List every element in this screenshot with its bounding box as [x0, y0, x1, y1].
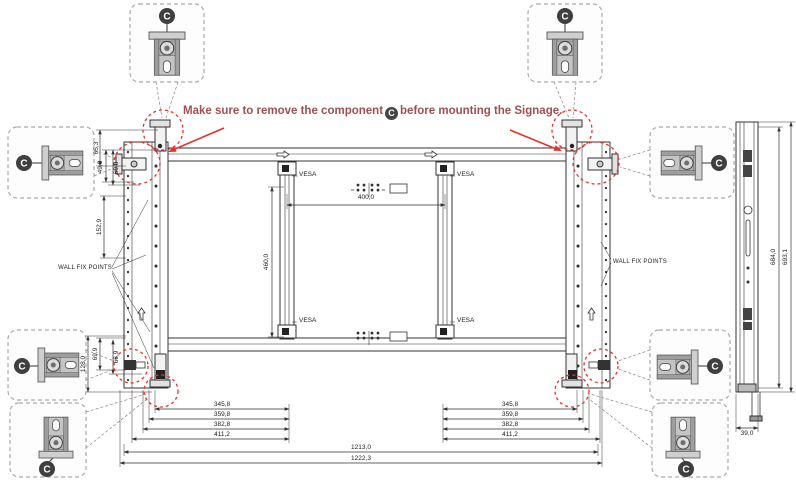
dim-label-693-1: 693,1 [782, 248, 789, 266]
vesa-label-bottom-left: VESA [299, 317, 317, 324]
dim-label-66-9: 66,9 [113, 350, 120, 364]
component-letter: C [561, 11, 569, 23]
vesa-label-top-left: VESA [299, 171, 317, 178]
dim-label-1213-0: 1213,0 [351, 444, 371, 451]
component-callout-lower-left [8, 330, 86, 400]
dim-label-60-8: 60,8 [113, 161, 120, 175]
component-letter: C [18, 361, 26, 373]
component-letter: C [20, 158, 28, 170]
dim-label-411-2-left: 411,2 [214, 431, 230, 438]
dim-label-65-3: 65,3 [93, 141, 100, 155]
component-letter: C [711, 361, 719, 373]
dim-label-49-0: 49,0 [97, 160, 104, 174]
wall-fix-points-label-left: WALL FIX POINTS [58, 265, 112, 271]
component-letter: C [43, 464, 51, 476]
component-callout-top-right [528, 4, 602, 82]
dim-label-382-8-left: 382,8 [213, 421, 231, 428]
component-callout-bottom-left [10, 403, 86, 477]
component-callout-lower-right [650, 330, 730, 400]
dim-label-152-9: 152,9 [96, 218, 103, 236]
component-letter: C [163, 11, 171, 23]
dim-label-359-8-right: 359,8 [501, 411, 519, 418]
warning-note [183, 105, 563, 120]
dim-label-411-2-right: 411,2 [502, 431, 518, 438]
component-c-badge: C [385, 107, 398, 120]
warning-note-prefix: Make sure to remove the component [183, 105, 384, 117]
dim-label-345-8-right: 345,8 [501, 401, 519, 408]
component-callout-bottom-right [652, 403, 728, 477]
dim-label-382-8-right: 382,8 [501, 421, 519, 428]
component-letter: C [715, 158, 723, 170]
dim-label-1222-3: 1222,3 [351, 455, 371, 462]
vesa-label-top-right: VESA [457, 171, 475, 178]
dim-label-39-0: 39,0 [740, 430, 754, 437]
vesa-label-bottom-right: VESA [457, 317, 475, 324]
dim-label-69-9: 69,9 [92, 347, 99, 361]
red-arrow-right [510, 130, 555, 149]
dim-label-128-0: 128,0 [80, 355, 87, 373]
front-view-frame [116, 120, 618, 388]
side-view [736, 122, 762, 421]
dim-label-460-0: 460,0 [263, 253, 270, 271]
component-letter: C [682, 464, 690, 476]
warning-note-suffix: before mounting the Signage. [400, 105, 563, 117]
dim-label-345-8-left: 345,8 [213, 401, 231, 408]
dim-label-400-0: 400,0 [357, 194, 375, 201]
component-callout-top-left [130, 4, 204, 82]
component-callout-upper-right [650, 127, 734, 198]
dim-label-359-8-left: 359,8 [213, 411, 231, 418]
dim-label-684-0: 684,0 [770, 248, 777, 266]
component-callout-upper-left [8, 127, 94, 198]
wall-fix-points-label-right: WALL FIX POINTS [613, 259, 667, 265]
component-callouts [8, 4, 734, 477]
